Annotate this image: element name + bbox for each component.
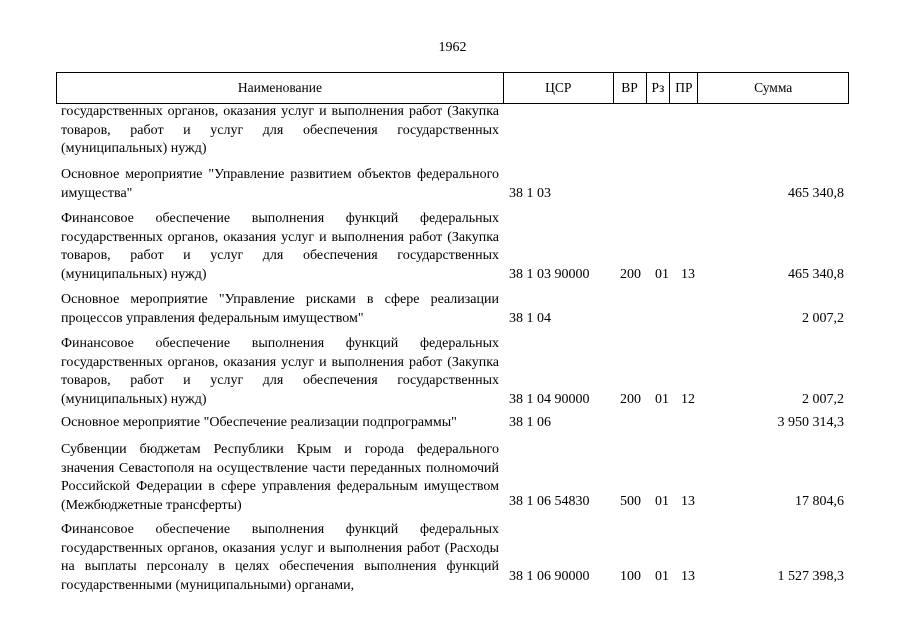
row-csr: 38 1 04 90000: [509, 391, 590, 407]
header-csr: ЦСР: [504, 73, 614, 103]
row-rz: 01: [655, 391, 669, 407]
row-csr: 38 1 04: [509, 310, 551, 326]
row-sum: 3 950 314,3: [777, 415, 844, 430]
row-name: Основное мероприятие "Обеспечение реализации подпрограммы": [61, 415, 457, 430]
row-sum: 17 804,6: [795, 494, 844, 509]
row-sum: 465 340,8: [788, 266, 844, 282]
row-pr: 13: [681, 494, 695, 509]
page-number: 1962: [438, 40, 467, 55]
row-name: Финансовое обеспечение выполнения функций федеральных государственных органов, оказания услуг и выполнения работ (Закупка товаров, работ и услуг для обеспечения государственных (муниципальных) нужд): [61, 336, 499, 407]
header-sum: Сумма: [754, 80, 793, 95]
row-vr: 200: [620, 391, 641, 407]
row-sum: 465 340,8: [788, 185, 844, 201]
row-csr: 38 1 06 90000: [509, 569, 590, 584]
header-pr: ПР: [670, 73, 698, 103]
row-rz: 01: [655, 494, 669, 509]
header-rz: Рз: [647, 73, 671, 103]
row-pr: 13: [681, 569, 695, 584]
row-csr: 38 1 03: [509, 185, 551, 201]
row-vr: 200: [620, 266, 641, 282]
row-pr: 12: [681, 391, 695, 407]
header-vr: ВР: [614, 73, 647, 103]
row-name: Основное мероприятие "Управление рисками в сфере реализации процессов управления федеральным имуществом": [61, 292, 499, 326]
row-name: государственных органов, оказания услуг и выполнения работ (Закупка товаров, работ и услуг для обеспечения государственных (муниципальных) нужд): [61, 104, 499, 156]
row-csr: 38 1 06: [509, 415, 551, 430]
row-name: Финансовое обеспечение выполнения функций федеральных государственных органов, оказания услуг и выполнения работ (Закупка товаров, работ и услуг для обеспечения государственных (муниципальных) нужд): [61, 211, 499, 282]
row-csr: 38 1 03 90000: [509, 266, 590, 282]
row-sum: 2 007,2: [802, 310, 844, 326]
row-rz: 01: [655, 266, 669, 282]
row-name: Основное мероприятие "Управление развитием объектов федерального имущества": [61, 167, 499, 201]
row-vr: 500: [620, 494, 641, 509]
row-sum: 1 527 398,3: [777, 569, 844, 584]
header-name: Наименование: [57, 73, 504, 103]
row-vr: 100: [620, 569, 641, 584]
row-name: Субвенции бюджетам Республики Крым и города федерального значения Севастополя на осуществление части переданных полномочий Российской Федерации в сфере управления федеральным имуществом (Межбюджетные трансферты): [61, 442, 499, 513]
row-pr: 13: [681, 266, 695, 282]
row-sum: 2 007,2: [802, 391, 844, 407]
row-rz: 01: [655, 569, 669, 584]
row-name: Финансовое обеспечение выполнения функций федеральных государственных органов, оказания услуг и выполнения работ (Расходы на выплаты персоналу в целях обеспечения выполнения функций государственными (муниципальными) органами,: [61, 522, 499, 593]
row-csr: 38 1 06 54830: [509, 494, 590, 509]
